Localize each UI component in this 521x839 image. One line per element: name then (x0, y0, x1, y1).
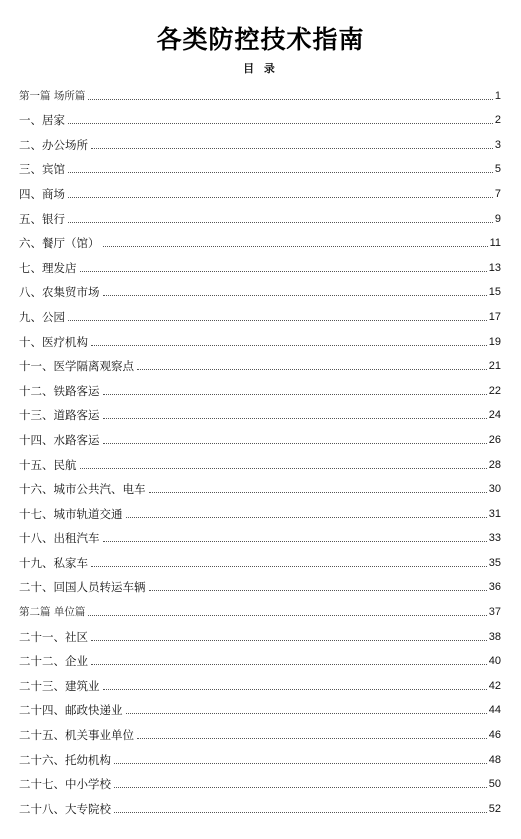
toc-entry-label: 二十一、社区 (19, 629, 88, 644)
dot-leader (88, 99, 493, 100)
toc-entry[interactable] (19, 373, 501, 398)
toc-entry-label: 五、银行 (19, 211, 65, 226)
toc-entry[interactable] (19, 644, 501, 669)
toc-entry-label: 二、办公场所 (19, 137, 88, 152)
toc-part-heading[interactable] (19, 78, 501, 103)
toc-entry[interactable] (19, 472, 501, 497)
toc-entry[interactable] (19, 250, 501, 275)
toc-page-number: 46 (488, 729, 501, 742)
toc-entry-label: 二十七、中小学校 (19, 777, 111, 792)
toc-page-number: 44 (488, 704, 501, 717)
toc-entry[interactable] (19, 521, 501, 546)
toc-page-number: 33 (488, 532, 501, 545)
toc-entry-label: 十四、水路客运 (19, 432, 100, 447)
toc-page-number: 50 (488, 778, 501, 791)
toc-page-number: 31 (488, 507, 501, 520)
toc-page-number: 36 (488, 581, 501, 594)
toc-entry[interactable] (19, 103, 501, 128)
toc-page-number: 42 (488, 679, 501, 692)
toc-page-number: 1 (494, 89, 501, 102)
toc-page-number: 40 (488, 655, 501, 668)
toc-page-number: 11 (489, 237, 501, 250)
toc-page-number: 15 (488, 286, 501, 299)
dot-leader (80, 468, 487, 469)
toc-heading: 目 录 (243, 62, 278, 75)
toc-entry-label: 七、理发店 (19, 260, 77, 275)
dot-leader (103, 689, 487, 690)
dot-leader (91, 640, 487, 641)
toc-entry[interactable] (19, 422, 501, 447)
toc-entry-label: 六、餐厅（馆） (19, 236, 100, 251)
toc-entry[interactable] (19, 570, 501, 595)
toc-page-number: 22 (488, 384, 501, 397)
toc-page-number: 35 (488, 556, 501, 569)
toc-entry-label: 二十、回国人员转运车辆 (19, 580, 146, 595)
toc-entry-label: 三、宾馆 (19, 162, 65, 177)
dot-leader (68, 197, 493, 198)
toc-entry-label: 第一篇 场所篇 (19, 89, 86, 102)
dot-leader (137, 738, 487, 739)
toc-page-number: 38 (488, 630, 501, 643)
toc-entry[interactable] (19, 668, 501, 693)
toc-entry[interactable] (19, 545, 501, 570)
toc-page-number: 52 (488, 802, 501, 815)
toc-entry[interactable] (19, 742, 501, 767)
dot-leader (137, 369, 487, 370)
toc-entry[interactable] (19, 201, 501, 226)
toc-part-heading[interactable] (19, 594, 501, 619)
toc-page-number: 28 (488, 458, 501, 471)
toc-page-number: 48 (488, 753, 501, 766)
toc-entry-label: 十五、民航 (19, 457, 77, 472)
dot-leader (126, 517, 487, 518)
document-title: 各类防控技术指南 (156, 25, 365, 54)
toc-entry-label: 二十五、机关事业单位 (19, 728, 134, 743)
toc-entry[interactable] (19, 349, 501, 374)
dot-leader (149, 590, 487, 591)
toc-entry[interactable] (19, 299, 501, 324)
toc-entry[interactable] (19, 619, 501, 644)
dot-leader (114, 812, 487, 813)
toc-entry[interactable] (19, 447, 501, 472)
toc-entry-label: 十、医疗机构 (19, 334, 88, 349)
toc-entry-label: 十六、城市公共汽、电车 (19, 482, 146, 497)
dot-leader (126, 713, 487, 714)
toc-page-number: 37 (488, 606, 501, 619)
toc-entry-label: 二十六、托幼机构 (19, 752, 111, 767)
toc-entry-label: 二十二、企业 (19, 654, 88, 669)
toc-entry-label: 第二篇 单位篇 (19, 606, 86, 619)
toc-entry-label: 二十四、邮政快递业 (19, 703, 123, 718)
toc-entry[interactable] (19, 693, 501, 718)
toc-entry[interactable] (19, 324, 501, 349)
toc-entry-label: 十二、铁路客运 (19, 383, 100, 398)
dot-leader (103, 394, 487, 395)
toc-entry-label: 十三、道路客运 (19, 408, 100, 423)
toc-entry[interactable] (19, 152, 501, 177)
toc-entry[interactable] (19, 496, 501, 521)
toc-entry-label: 九、公园 (19, 309, 65, 324)
toc-entry-label: 八、农集贸市场 (19, 285, 100, 300)
toc-page-number: 5 (494, 163, 501, 176)
toc-page-number: 19 (488, 335, 501, 348)
toc-page-number: 9 (494, 212, 501, 225)
toc-entry-label: 四、商场 (19, 186, 65, 201)
dot-leader (68, 123, 493, 124)
dot-leader (80, 271, 487, 272)
toc-entry-label: 十七、城市轨道交通 (19, 506, 123, 521)
toc-entry[interactable] (19, 767, 501, 792)
dot-leader (91, 664, 487, 665)
toc-page-number: 7 (494, 187, 501, 200)
toc-page-number: 26 (488, 433, 501, 446)
toc-entry-label: 一、居家 (19, 113, 65, 128)
dot-leader (114, 763, 487, 764)
toc-entry-label: 十八、出租汽车 (19, 531, 100, 546)
dot-leader (91, 566, 487, 567)
dot-leader (88, 615, 486, 616)
dot-leader (103, 443, 487, 444)
dot-leader (103, 246, 488, 247)
dot-leader (114, 787, 487, 788)
dot-leader (91, 148, 493, 149)
toc-page-number: 3 (494, 138, 501, 151)
dot-leader (103, 541, 487, 542)
toc-entry[interactable] (19, 275, 501, 300)
toc-page-number: 30 (488, 483, 501, 496)
dot-leader (103, 418, 487, 419)
toc-entry[interactable] (19, 791, 501, 816)
dot-leader (149, 492, 487, 493)
toc-page-number: 21 (488, 360, 501, 373)
table-of-contents (19, 78, 501, 816)
dot-leader (68, 222, 493, 223)
toc-entry[interactable] (19, 127, 501, 152)
toc-entry[interactable] (19, 717, 501, 742)
toc-page-number: 2 (494, 114, 501, 127)
toc-entry-label: 十九、私家车 (19, 555, 88, 570)
toc-entry[interactable] (19, 226, 501, 251)
dot-leader (68, 320, 487, 321)
toc-entry-label: 十一、医学隔离观察点 (19, 359, 134, 374)
dot-leader (68, 172, 493, 173)
toc-entry[interactable] (19, 398, 501, 423)
toc-entry-label: 二十八、大专院校 (19, 801, 111, 816)
toc-page-number: 17 (488, 310, 501, 323)
toc-page-number: 13 (488, 261, 501, 274)
dot-leader (91, 345, 487, 346)
toc-entry-label: 二十三、建筑业 (19, 678, 100, 693)
dot-leader (103, 295, 487, 296)
toc-page-number: 24 (488, 409, 501, 422)
toc-entry[interactable] (19, 176, 501, 201)
